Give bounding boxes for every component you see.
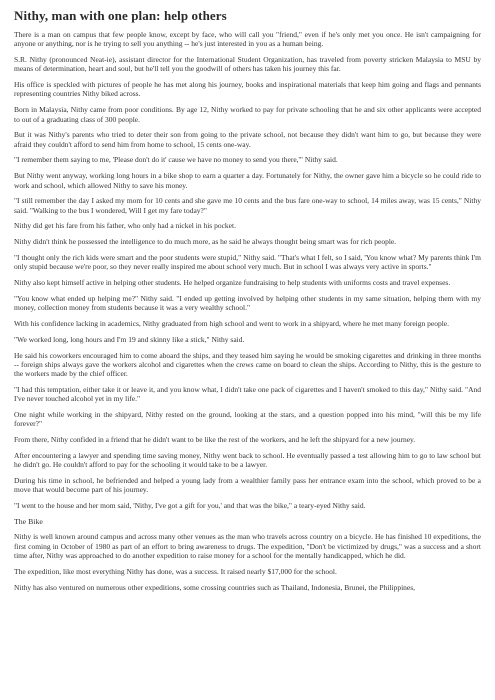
- paragraph: "I thought only the rich kids were smart and the poor students were stupid," Nithy said. "That's what I felt, so I said, 'You know what? My parents think I'm only stupid because we're poor, so they never really inspired me about school very much. But in school I was always very active in sports.": [14, 253, 481, 272]
- paragraph: His office is speckled with pictures of people he has met along his journey, books and inspirational materials that keep him going and flags and pennants representing countries Nithy biked across.: [14, 80, 481, 99]
- paragraph: Born in Malaysia, Nithy came from poor conditions. By age 12, Nithy worked to pay for private schooling that he and six other applicants were accepted to out of a graduating class of 300 people.: [14, 105, 481, 124]
- paragraph: From there, Nithy confided in a friend that he didn't want to be like the rest of the workers, and he left the shipyard for a new journey.: [14, 435, 416, 445]
- paragraph: After encountering a lawyer and spending time saving money, Nithy went back to school. He eventually passed a test allowing him to go to law school but he didn't go. He couldn't afford to pay for the schooling it would take to be a lawyer.: [14, 451, 481, 470]
- paragraph: "We worked long, long hours and I'm 19 and skinny like a stick," Nithy said.: [14, 334, 245, 344]
- section-heading: The Bike: [14, 516, 43, 526]
- paragraph: There is a man on campus that few people know, except by face, who will call you "friend," even if he's only met you once. He isn't campaigning for anyone or anything, nor is he trying to sell you anything -- he's just interested in you as a human being.: [14, 30, 481, 49]
- paragraph: With his confidence lacking in academics, Nithy graduated from high school and went to work in a shipyard, where he met many foreign people.: [14, 319, 449, 329]
- article: [14, 0, 481, 592]
- paragraph: The expedition, like most everything Nithy has done, was a success. It raised nearly $17,000 for the school.: [14, 566, 337, 576]
- paragraph: Nithy has also ventured on numerous other expeditions, some crossing countries such as Thailand, Indonesia, Brunei, the Philippines,: [14, 582, 416, 592]
- paragraph: "I still remember the day I asked my mom for 10 cents and she gave me 10 cents and the bus fare one-way to school, 14 miles away, was 15 cents," Nithy said. "Walking to the bus I wondered, Will I get my fare today?": [14, 196, 481, 215]
- paragraph: Nithy also kept himself active in helping other students. He helped organize fundraising to help students with uniforms costs and travel expenses.: [14, 278, 451, 288]
- paragraph: "You know what ended up helping me?" Nithy said. "I ended up getting involved by helping other students in my same situation, helping them with my money, collection money from students because it was a very wealthy school.": [14, 293, 481, 313]
- paragraph: S.R. Nithy (pronounced Neat-ie), assistant director for the International Student Organization, has traveled from poverty stricken Malaysia to MSU by means of determination, heart and soul, but he'll tell you the goodwill of others has taken his journey this far.: [14, 55, 481, 74]
- paragraph: He said his coworkers encouraged him to come aboard the ships, and they teased him saying he would be smoking cigarettes and drinking in three months -- foreign ships always gave the workers alcohol and cigarettes when the crews came on board to clean the ships. According to Nithy, this is the gesture to the workers made by the chief officer.: [14, 350, 481, 379]
- paragraph: Nithy didn't think he possessed the intelligence to do much more, as he said he always thought being smart was for rich people.: [14, 237, 397, 247]
- paragraph: During his time in school, he befriended and helped a young lady from a wealthier family pass her entrance exam into the school, which proved to be a move that would become part of his journey.: [14, 476, 481, 495]
- article-body: [14, 30, 481, 510]
- paragraph: "I remember them saying to me, 'Please don't do it' cause we have no money to send you there,'" Nithy said.: [14, 155, 338, 165]
- paragraph: "I went to the house and her mom said, 'Nithy, I've got a gift for you,' and that was the bike," a teary-eyed Nithy said.: [14, 501, 366, 511]
- paragraph: "I had this temptation, either take it or leave it, and you know what, I didn't take one pack of cigarettes and I haven't smoked to this day," Nithy said. "And I've never touched alcohol yet in my life.": [14, 385, 481, 404]
- paragraph: Nithy is well known around campus and across many other venues as the man who travels across country on a bicycle. He has finished 10 expeditions, the first coming in October of 1980 as part of an effort to bring awareness to drugs. The expedition, "Don't be victimized by drugs," was a success and a short time after, Nithy was approached to do another expedition to raise money for a school for the mentally handicapped, which he did.: [14, 532, 481, 561]
- article-title: Nithy, man with one plan: help others: [14, 8, 227, 23]
- article-body-continued: [14, 532, 481, 591]
- paragraph: Nithy did get his fare from his father, who only had a nickel in his pocket.: [14, 221, 236, 231]
- paragraph: But Nithy went anyway, working long hours in a bike shop to earn a quarter a day. Fortunately for Nithy, the owner gave him a bicycle so he could ride to work and school, which allowed Nithy to save his money.: [14, 171, 481, 190]
- paragraph: One night while working in the shipyard, Nithy rested on the ground, looking at the stars, and a question popped into his mind, "will this be my life forever?": [14, 410, 481, 429]
- paragraph: But it was Nithy's parents who tried to deter their son from going to the private school, not because they didn't want him to go, but because they were afraid they couldn't afford to send him from home to school, 15 cents one-way.: [14, 130, 481, 149]
